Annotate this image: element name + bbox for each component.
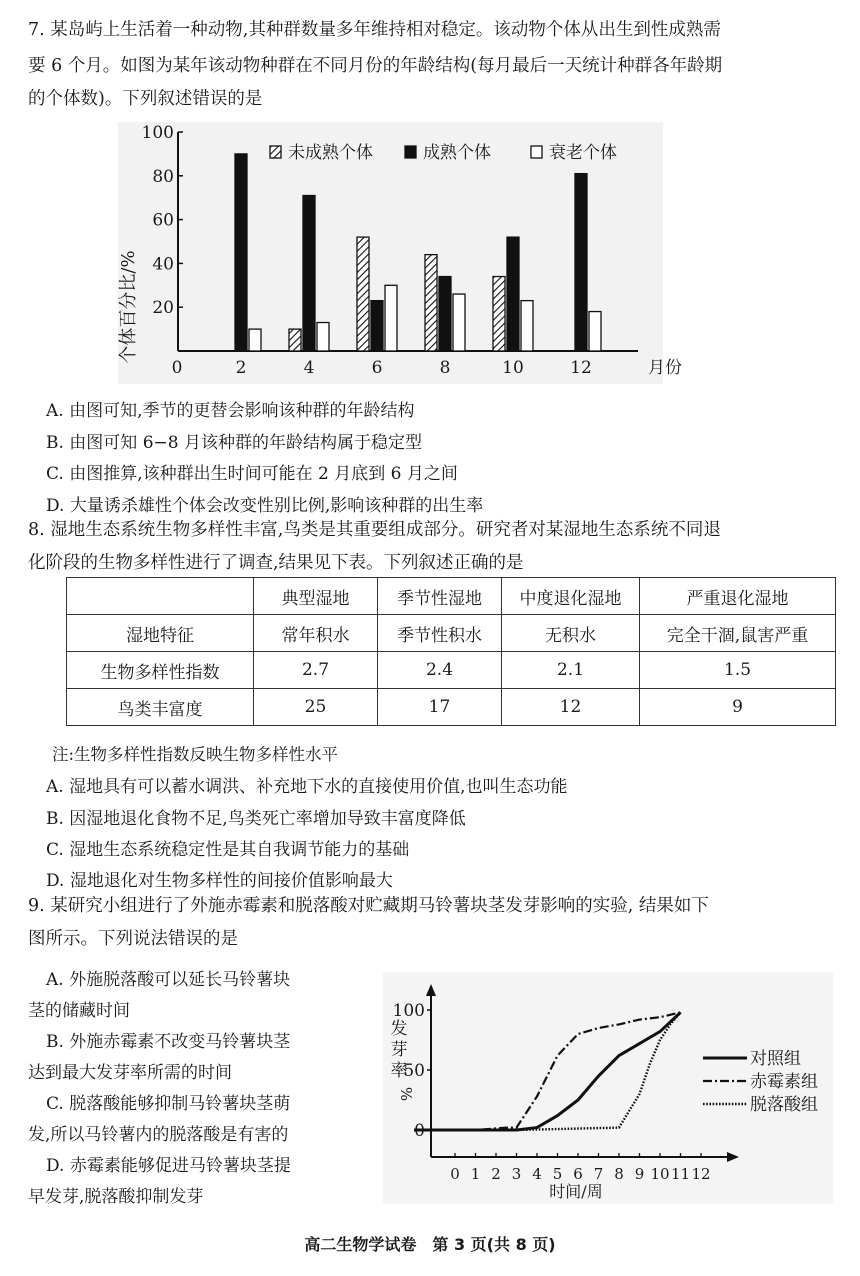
- q9-option-b-line2: 达到最大发芽率所需的时间: [28, 1063, 232, 1083]
- q7-option-b: B. 由图可知 6−8 月该种群的年龄结构属于稳定型: [46, 433, 422, 453]
- x-tick-label: 10: [650, 1165, 670, 1183]
- q9-option-d-line2: 早发芽,脱落酸抑制发芽: [28, 1187, 204, 1207]
- germination-y-label-1: 发: [390, 1019, 408, 1039]
- bar: [235, 154, 247, 351]
- x-tick-label: 3: [511, 1165, 522, 1183]
- q7-option-d: D. 大量诱杀雄性个体会改变性别比例,影响该种群的出生率: [46, 496, 484, 516]
- q8-option-b: B. 因湿地退化食物不足,鸟类死亡率增加导致丰富度降低: [46, 809, 466, 829]
- x-tick-label: 0: [450, 1165, 460, 1183]
- bar: [289, 329, 301, 351]
- q9-option-d-line1: D. 赤霉素能够促进马铃薯块茎提: [46, 1156, 291, 1176]
- table-header-cell: 季节性湿地: [378, 578, 502, 615]
- x-tick-label: 6: [573, 1165, 583, 1183]
- q8-option-d: D. 湿地退化对生物多样性的间接价值影响最大: [46, 871, 393, 891]
- bar: [575, 174, 587, 351]
- x-tick-label: 7: [593, 1165, 604, 1183]
- x-tick-label: 10: [502, 358, 524, 378]
- q7-stem-line3: 的个体数)。下列叙述错误的是: [28, 89, 263, 109]
- bar: [249, 329, 261, 351]
- legend-label: 脱落酸组: [750, 1095, 818, 1115]
- table-header-cell: [67, 578, 254, 615]
- table-cell: 9: [640, 689, 836, 726]
- q9-option-c-line2: 发,所以马铃薯内的脱落酸是有害的: [28, 1125, 289, 1145]
- q9-stem-line1: 9. 某研究小组进行了外施赤霉素和脱落酸对贮藏期马铃薯块茎发芽影响的实验, 结果如下: [28, 896, 709, 916]
- table-cell: 湿地特征: [67, 615, 254, 652]
- table-header-cell: 典型湿地: [254, 578, 378, 615]
- x-tick-label: 2: [235, 358, 247, 378]
- table-cell: 2.7: [254, 652, 378, 689]
- table-row: [67, 615, 836, 652]
- bar: [439, 277, 451, 351]
- origin-label: 0: [171, 358, 183, 378]
- table-cell: 2.4: [378, 652, 502, 689]
- y-tick-label: 40: [152, 254, 174, 275]
- x-tick-label: 12: [570, 358, 592, 378]
- table-header-row: [67, 578, 836, 615]
- x-tick-label: 2: [491, 1165, 501, 1183]
- q7-stem-line2: 要 6 个月。如图为某年该动物种群在不同月份的年龄结构(每月最后一天统计种群各年龄期: [28, 56, 723, 76]
- bar: [425, 255, 437, 351]
- table-row: [67, 652, 836, 689]
- x-tick-label: 5: [552, 1165, 563, 1183]
- bar: [589, 312, 601, 351]
- q8-stem-line1: 8. 湿地生态系统生物多样性丰富,鸟类是其重要组成部分。研究者对某湿地生态系统不同退: [28, 520, 721, 540]
- x-tick-label: 12: [691, 1165, 711, 1183]
- x-tick-label: 1: [470, 1165, 481, 1183]
- table-cell: 25: [254, 689, 378, 726]
- table-cell: 17: [378, 689, 502, 726]
- legend-label: 赤霉素组: [750, 1072, 818, 1092]
- legend-swatch: [531, 146, 542, 158]
- germination-line-chart: [383, 972, 833, 1204]
- table-header-cell: 严重退化湿地: [640, 578, 836, 615]
- y-tick-label: 100: [392, 1001, 425, 1021]
- bar: [317, 323, 329, 351]
- page-footer: 高二生物学试卷 第 3 页(共 8 页): [304, 1235, 556, 1254]
- germination-y-unit: %: [397, 1086, 415, 1102]
- x-tick-label: 4: [532, 1165, 542, 1183]
- bar: [507, 237, 519, 351]
- bar: [453, 294, 465, 351]
- legend-label: 成熟个体: [423, 143, 491, 163]
- x-tick-label: 6: [371, 358, 383, 378]
- table-cell: 完全干涸,鼠害严重: [640, 615, 836, 652]
- table-cell: 无积水: [502, 615, 640, 652]
- q7-stem-line1: 7. 某岛屿上生活着一种动物,其种群数量多年维持相对稳定。该动物个体从出生到性成熟需: [28, 20, 721, 40]
- table-cell: 鸟类丰富度: [67, 689, 254, 726]
- q8-option-c: C. 湿地生态系统稳定性是其自我调节能力的基础: [46, 840, 410, 860]
- legend-label: 衰老个体: [549, 143, 617, 163]
- q7-option-c: C. 由图推算,该种群出生时间可能在 2 月底到 6 月之间: [46, 464, 458, 484]
- table-cell: 12: [502, 689, 640, 726]
- x-axis-label: 月份: [648, 358, 682, 378]
- legend-label: 对照组: [750, 1049, 801, 1069]
- y-tick-label: 50: [403, 1061, 425, 1081]
- table-cell: 常年积水: [254, 615, 378, 652]
- table-row: [67, 689, 836, 726]
- y-tick-label: 60: [152, 210, 174, 231]
- y-tick-label: 20: [152, 298, 174, 319]
- bar: [303, 196, 315, 351]
- q8-table-note: 注:生物多样性指数反映生物多样性水平: [52, 745, 339, 764]
- bar: [493, 277, 505, 351]
- bar: [371, 301, 383, 351]
- table-cell: 1.5: [640, 652, 836, 689]
- table-cell: 季节性积水: [378, 615, 502, 652]
- q7-option-a: A. 由图可知,季节的更替会影响该种群的年龄结构: [46, 401, 415, 421]
- germination-y-label-3: 率: [390, 1061, 408, 1081]
- legend-swatch: [405, 146, 416, 158]
- x-tick-label: 11: [670, 1165, 691, 1183]
- q8-stem-line2: 化阶段的生物多样性进行了调查,结果见下表。下列叙述正确的是: [28, 553, 524, 573]
- q9-option-b-line1: B. 外施赤霉素不改变马铃薯块茎: [46, 1032, 291, 1052]
- x-tick-label: 9: [634, 1165, 645, 1183]
- bar: [385, 285, 397, 351]
- q9-option-a-line1: A. 外施脱落酸可以延长马铃薯块: [46, 970, 291, 990]
- table-cell: 生物多样性指数: [67, 652, 254, 689]
- bar: [357, 237, 369, 351]
- q9-stem-line2: 图所示。下列说法错误的是: [28, 929, 238, 949]
- legend-label: 未成熟个体: [288, 143, 373, 163]
- x-tick-label: 8: [614, 1165, 624, 1183]
- wetland-table: [66, 577, 836, 726]
- x-tick-label: 4: [303, 358, 315, 378]
- y-tick-label: 100: [141, 123, 174, 143]
- legend-swatch: [270, 146, 281, 158]
- x-tick-label: 8: [439, 358, 451, 378]
- bar: [521, 301, 533, 351]
- q9-option-c-line1: C. 脱落酸能够抑制马铃薯块茎萌: [46, 1094, 291, 1114]
- y-tick-label: 80: [152, 166, 174, 187]
- table-header-cell: 中度退化湿地: [502, 578, 640, 615]
- q9-option-a-line2: 茎的储藏时间: [28, 1001, 130, 1021]
- y-axis-label: 个体百分比/%: [118, 250, 139, 364]
- germination-y-label-2: 芽: [390, 1040, 408, 1060]
- germination-x-label: 时间/周: [549, 1182, 603, 1201]
- table-cell: 2.1: [502, 652, 640, 689]
- y-tick-label: 0: [414, 1121, 425, 1141]
- q8-option-a: A. 湿地具有可以蓄水调洪、补充地下水的直接使用价值,也叫生态功能: [46, 777, 568, 797]
- age-structure-bar-chart: [118, 122, 690, 384]
